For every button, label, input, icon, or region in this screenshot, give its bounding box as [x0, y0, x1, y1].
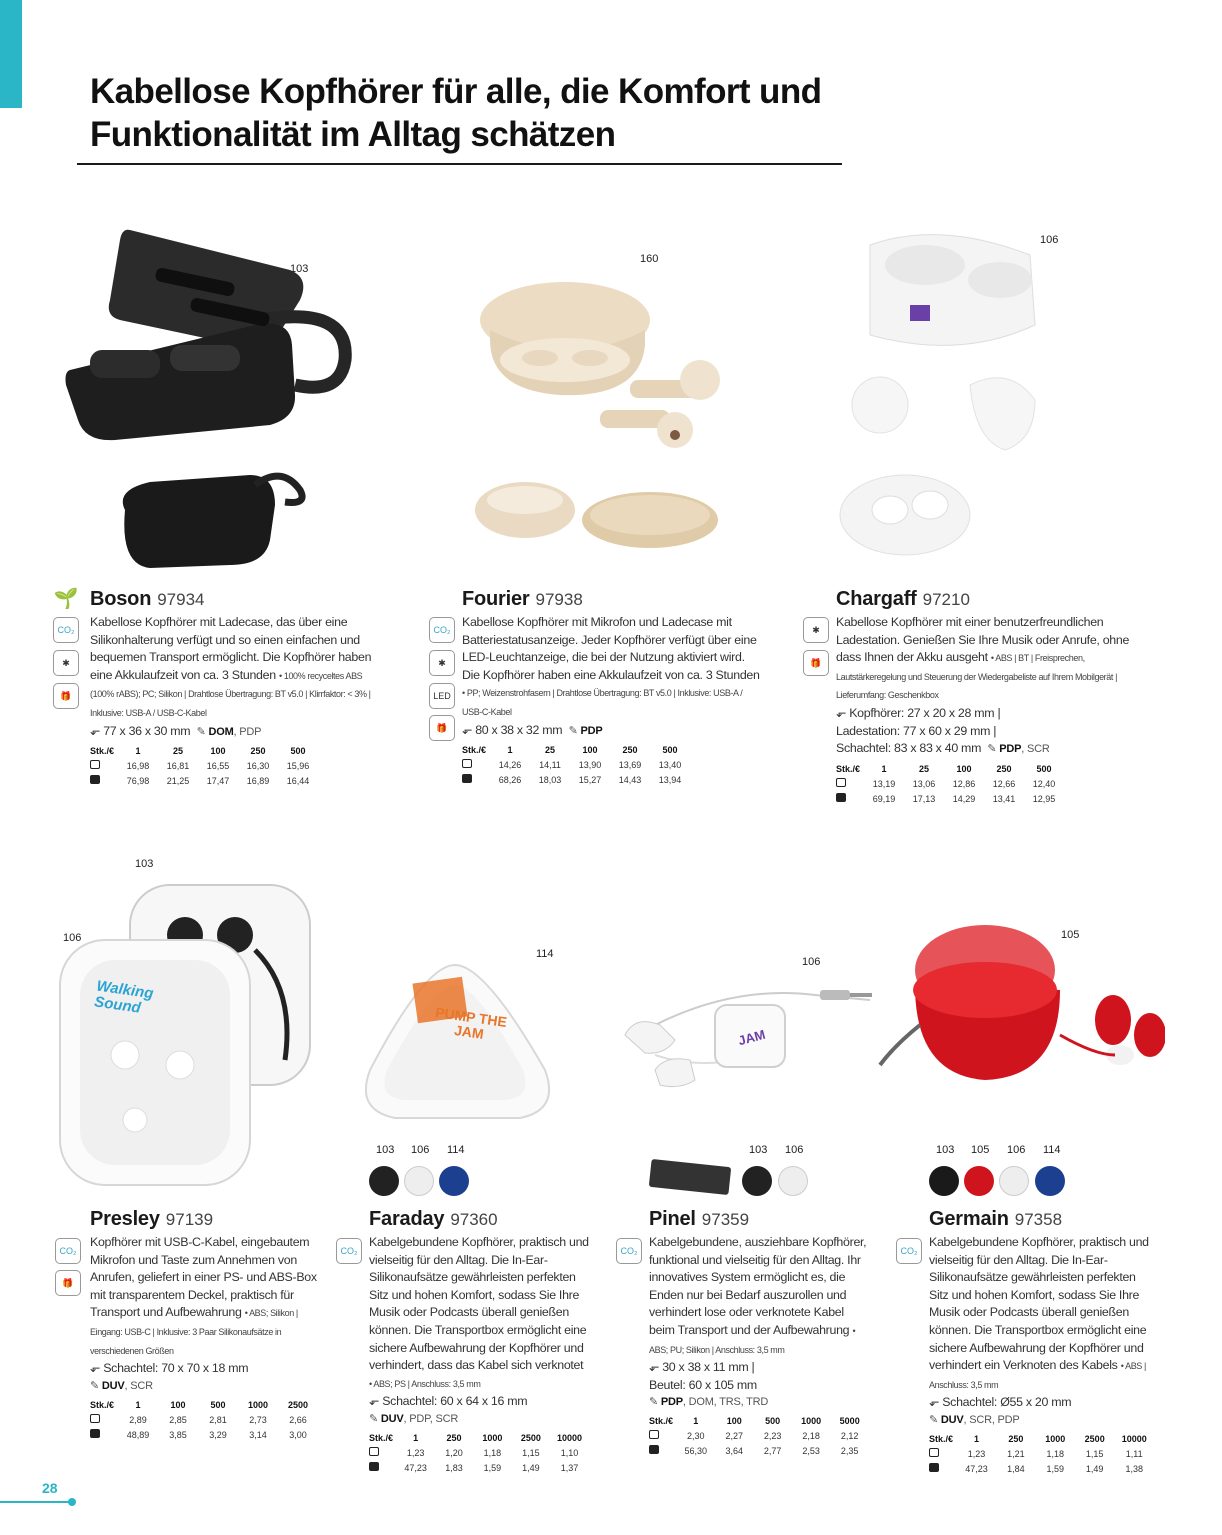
price-table-cell: 1,11 — [1125, 1448, 1143, 1459]
print-methods: ✎ DUV, PDP, SCR — [369, 1412, 459, 1425]
boson-image — [60, 220, 360, 580]
price-table-cell: 1,49 — [1085, 1463, 1104, 1474]
product-title — [369, 1207, 589, 1232]
price-table-cell: 3,14 — [249, 1429, 267, 1440]
price-table-header-cell: 250 — [996, 763, 1012, 774]
price-table-cell: 17,13 — [912, 793, 936, 804]
product-specs: • ABS | BT | Freisprechen, Lautstärkeregelung und Steuerung der Wiedergabeliste auf Ihrem Mobilgerät | Lieferumfang: Geschenkbox — [836, 653, 1118, 701]
price-table-header-cell: 5000 — [839, 1416, 860, 1427]
plain-icon — [929, 1448, 939, 1457]
price-table-cell — [462, 773, 490, 788]
faraday-image — [355, 960, 555, 1130]
plain-icon — [90, 1414, 100, 1423]
printed-icon — [462, 774, 472, 783]
color-swatch-white[interactable] — [999, 1166, 1029, 1196]
price-table-cell: 68,26 — [498, 775, 522, 786]
color-swatch-black[interactable] — [369, 1166, 399, 1196]
price-table-cell: 15,27 — [578, 775, 602, 786]
co2-icon: CO₂ — [53, 617, 79, 643]
product-title — [462, 587, 762, 612]
bluetooth-icon: ✱ — [429, 650, 455, 676]
price-table-header-cell: Stk./€ — [929, 1433, 954, 1444]
price-table-cell: 1,23 — [406, 1447, 425, 1458]
price-table — [90, 1398, 318, 1443]
price-table-cell: 12,86 — [952, 778, 976, 789]
product-name: Presley — [90, 1208, 160, 1230]
price-table-cell: 1,83 — [445, 1462, 463, 1473]
price-table-cell — [90, 1413, 118, 1428]
price-table-header-cell: 25 — [918, 763, 929, 774]
presley-image — [55, 870, 320, 1190]
price-table-cell: 1,15 — [522, 1447, 540, 1458]
product-description: Kabelgebundene, ausziehbare Kopfhörer, funktional und vielseitig für den Alltag. Ihr innovatives System ermöglicht es, die Enden nur bei Bedarf auszurollen und verhindert lose oder verknotete Kabel beim Transport und der Aufbewahrung • ABS; PU; Silikon | Anschluss: 3,5 mm — [649, 1235, 867, 1355]
plain-icon — [649, 1430, 659, 1439]
price-table-header-cell: Stk./€ — [462, 745, 487, 756]
price-table-cell: 14,43 — [618, 775, 642, 786]
price-table-cell — [369, 1461, 396, 1476]
swatch-label: 103 — [749, 1144, 768, 1156]
product-name: Faraday — [369, 1208, 445, 1230]
price-table — [649, 1414, 869, 1459]
color-swatch-white[interactable] — [404, 1166, 434, 1196]
price-table-cell: 3,29 — [209, 1429, 227, 1440]
price-table-cell: 16,98 — [126, 761, 150, 772]
color-swatch-red[interactable] — [964, 1166, 994, 1196]
price-table-header-cell: 1 — [881, 763, 887, 774]
plain-icon — [462, 759, 472, 768]
price-table — [836, 762, 1064, 807]
price-table-cell — [929, 1462, 957, 1477]
price-table-header-cell: 250 — [446, 1432, 462, 1443]
bluetooth-icon: ✱ — [803, 617, 829, 643]
price-table-cell: 1,59 — [483, 1462, 502, 1473]
price-table-cell: 47,23 — [404, 1462, 427, 1473]
price-table-cell: 12,66 — [992, 778, 1016, 789]
product-dimensions: ⬐ Schachtel: 70 x 70 x 18 mm — [90, 1361, 249, 1376]
price-table-cell: 13,69 — [618, 760, 642, 771]
product-title — [90, 1207, 330, 1232]
price-table-cell — [90, 759, 118, 774]
price-table-cell: 3,00 — [289, 1429, 307, 1440]
price-table-cell: 2,53 — [802, 1446, 820, 1457]
price-table-cell: 15,96 — [286, 761, 310, 772]
price-table-cell: 1,20 — [445, 1447, 463, 1458]
price-table-cell: 14,29 — [952, 793, 976, 804]
price-table-cell: 1,18 — [1046, 1448, 1065, 1459]
product-specs: • 100% recyceltes ABS (100% rABS); PC; Silikon | Drahtlose Übertragung: BT v5.0 | Klirrfaktor: < 3% | Inklusive: USB-A / USB-C-Kabel — [90, 670, 371, 718]
plain-icon — [369, 1447, 379, 1456]
color-swatch-white[interactable] — [778, 1166, 808, 1196]
faraday-logo-print: PUMP THE JAM — [434, 1004, 508, 1042]
product-dimensions-box: Schachtel: 83 x 83 x 40 mm ✎ PDP, SCR — [836, 741, 1050, 756]
printed-icon — [929, 1463, 939, 1472]
swatch-label: 106 — [1007, 1144, 1026, 1156]
price-table-cell: 13,06 — [912, 778, 936, 789]
price-table-header-cell: Stk./€ — [90, 1399, 115, 1410]
germain-image — [875, 915, 1165, 1105]
price-table-header-cell: 25 — [172, 746, 183, 757]
price-table-header-cell: Stk./€ — [90, 746, 115, 757]
presley-color-code-2: 106 — [63, 932, 82, 944]
product-germain — [929, 1207, 1154, 1477]
price-table-cell — [462, 758, 490, 773]
price-table-cell: 12,40 — [1032, 778, 1056, 789]
price-table-cell: 13,40 — [658, 760, 682, 771]
printed-icon — [836, 793, 846, 802]
product-title — [649, 1207, 869, 1232]
price-table-cell — [90, 1428, 118, 1443]
germain-color-code: 105 — [1061, 929, 1080, 941]
printed-icon — [90, 1429, 100, 1438]
price-table-header-cell: Stk./€ — [836, 763, 861, 774]
price-table-header-cell: 500 — [1036, 763, 1052, 774]
product-dimensions-pouch: Beutel: 60 x 105 mm — [649, 1377, 757, 1392]
price-table-header-cell: 250 — [250, 746, 266, 757]
price-table-cell — [836, 777, 864, 792]
product-specs: • ABS | Anschluss: 3,5 mm — [929, 1361, 1146, 1390]
page-number-dot — [68, 1498, 76, 1506]
price-table-header-cell: Stk./€ — [369, 1432, 394, 1443]
price-table-header-cell: 1 — [413, 1432, 419, 1443]
product-title — [90, 587, 385, 612]
price-table-cell: 1,49 — [522, 1462, 540, 1473]
product-specs: • ABS; Silikon | Eingang: USB-C | Inklusive: 3 Paar Silikonaufsätze in verschiedenen Größen — [90, 1308, 298, 1356]
color-swatch-black[interactable] — [929, 1166, 959, 1196]
printed-icon — [369, 1462, 379, 1471]
presley-logo-print: Walking Sound — [93, 977, 155, 1017]
heading-rule — [77, 163, 842, 165]
led-icon: LED — [429, 683, 455, 709]
swatch-label: 114 — [447, 1144, 465, 1156]
printed-icon — [649, 1445, 659, 1454]
price-table-cell: 13,41 — [992, 793, 1016, 804]
price-table-cell — [90, 774, 118, 789]
price-table-cell: 2,27 — [725, 1431, 744, 1442]
swatch-label: 106 — [411, 1144, 430, 1156]
price-table-cell: 2,30 — [686, 1431, 705, 1442]
price-table-header-cell: 1000 — [1045, 1433, 1066, 1444]
product-name: Fourier — [462, 588, 530, 610]
product-title — [929, 1207, 1154, 1232]
gift-box-icon: 🎁 — [803, 650, 829, 676]
print-methods: ✎ PDP, SCR — [987, 743, 1050, 756]
price-table-cell: 12,95 — [1032, 793, 1056, 804]
price-table-header-cell: 1 — [135, 746, 141, 757]
price-table-cell: 16,44 — [286, 776, 310, 787]
pinel-color-code: 106 — [802, 956, 821, 968]
price-table-header-cell: 100 — [956, 763, 972, 774]
gift-box-icon: 🎁 — [55, 1270, 81, 1296]
fourier-color-code: 160 — [640, 253, 659, 265]
plain-icon — [90, 760, 100, 769]
price-table-cell: 3,64 — [725, 1446, 744, 1457]
product-description: Kabelgebundene Kopfhörer, praktisch und vielseitig für den Alltag. Die In-Ear-Silikonaufsätze gewährleisten perfekten Sitz und hohen Komfort, sodass Sie Ihre Musik oder Podcasts überall genießen können. Die Transportbox ermöglicht eine sichere Aufbewahrung der Kopfhörer und verhindert, dass das Kabel sich verknotet • ABS; PS | Anschluss: 3,5 mm — [369, 1235, 589, 1389]
price-table-header-cell: 1 — [507, 745, 513, 756]
price-table-cell: 1,38 — [1125, 1463, 1143, 1474]
price-table-header-cell: 1 — [135, 1399, 141, 1410]
product-specs: • ABS; PU; Silikon | Anschluss: 3,5 mm — [649, 1325, 856, 1355]
price-table-header-cell: 500 — [210, 1399, 226, 1410]
product-dimensions: ⬐ Schachtel: Ø55 x 20 mm — [929, 1395, 1072, 1410]
product-dimensions: ⬐ 30 x 38 x 11 mm | — [649, 1360, 755, 1375]
co2-icon: CO₂ — [336, 1238, 362, 1264]
swatch-label: 114 — [1043, 1144, 1061, 1156]
product-title — [836, 587, 1136, 612]
price-table-header-cell: 100 — [582, 745, 598, 756]
product-dimensions: ⬐ 80 x 38 x 32 mm ✎ PDP — [462, 722, 603, 737]
color-swatch-blue[interactable] — [1035, 1166, 1065, 1196]
product-specs: • ABS; PS | Anschluss: 3,5 mm — [369, 1378, 481, 1389]
print-methods: ✎ PDP — [568, 724, 603, 737]
price-table-cell: 13,19 — [872, 778, 896, 789]
price-table-header-cell: 10000 — [1121, 1433, 1147, 1444]
boson-color-code: 103 — [290, 263, 309, 275]
price-table-cell: 2,12 — [840, 1431, 859, 1442]
price-table-cell: 21,25 — [166, 776, 190, 787]
price-table-cell: 2,85 — [169, 1414, 187, 1425]
page-number-line — [0, 1501, 70, 1503]
price-table-header-cell: 1 — [693, 1416, 699, 1427]
price-table — [369, 1431, 589, 1476]
printed-icon — [90, 775, 100, 784]
price-table-cell: 14,26 — [498, 760, 522, 771]
product-code: 97210 — [922, 590, 970, 609]
price-table-cell: 3,85 — [169, 1429, 187, 1440]
co2-icon: CO₂ — [616, 1238, 642, 1264]
product-specs: • PP; Weizenstrohfasern | Drahtlose Übertragung: BT v5.0 | Inklusive: USB-A / USB-C-Kabel — [462, 688, 743, 717]
price-table-header-cell: 250 — [1008, 1433, 1024, 1444]
print-methods: ✎ DOM, PDP — [196, 725, 262, 738]
price-table-cell: 1,84 — [1007, 1463, 1025, 1474]
product-name: Chargaff — [836, 588, 917, 610]
price-table-header-cell: 2500 — [1084, 1433, 1105, 1444]
price-table-header-cell: 100 — [210, 746, 226, 757]
co2-icon: CO₂ — [429, 617, 455, 643]
price-table-cell: 2,73 — [249, 1414, 267, 1425]
price-table-header-cell: 100 — [726, 1416, 742, 1427]
product-code: 97938 — [535, 590, 583, 609]
price-table-cell: 69,19 — [872, 793, 896, 804]
product-description: Kopfhörer mit USB-C-Kabel, eingebautem Mikrofon und Taste zum Annehmen von Anrufen, geliefert in einer PS- und ABS-Box mit transparentem Deckel, praktisch für Transport und Aufbewahrung • ABS; Silikon | Eingang: USB-C | Inklusive: 3 Paar Silikonaufsätze in verschiedenen Größen — [90, 1235, 317, 1356]
product-dimensions: ⬐ Kopfhörer: 27 x 20 x 28 mm | — [836, 705, 1001, 720]
bluetooth-icon: ✱ — [53, 650, 79, 676]
price-table-header-cell: 500 — [290, 746, 306, 757]
price-table-cell: 16,55 — [206, 761, 230, 772]
price-table-cell: 1,10 — [560, 1447, 579, 1458]
faraday-color-code: 114 — [536, 948, 554, 960]
price-table-cell — [649, 1429, 676, 1444]
price-table-cell: 1,15 — [1085, 1448, 1104, 1459]
product-code: 97360 — [450, 1210, 498, 1229]
swatch-label: 103 — [376, 1144, 395, 1156]
presley-color-code-1: 103 — [135, 858, 154, 870]
price-table-cell: 76,98 — [126, 776, 150, 787]
price-table-cell: 16,30 — [246, 761, 270, 772]
price-table-cell: 1,18 — [483, 1447, 502, 1458]
price-table-cell — [836, 792, 864, 807]
price-table-header-cell: 500 — [765, 1416, 781, 1427]
eco-plant-icon: 🌱 — [53, 585, 79, 611]
price-table-header-cell: 1000 — [482, 1432, 503, 1443]
price-table-cell: 1,23 — [967, 1448, 986, 1459]
co2-icon: CO₂ — [896, 1238, 922, 1264]
gift-box-icon: 🎁 — [53, 683, 79, 709]
print-methods: ✎ DUV, SCR, PDP — [929, 1413, 1020, 1426]
chargaff-image — [830, 225, 1050, 575]
price-table-cell: 2,89 — [129, 1414, 147, 1425]
price-table-header-cell: 25 — [544, 745, 555, 756]
print-methods: ✎ DUV, SCR — [90, 1379, 153, 1392]
product-code: 97934 — [157, 590, 205, 609]
price-table-header-cell: 1 — [973, 1433, 979, 1444]
pouch-image — [649, 1159, 731, 1195]
product-dimensions-station: Ladestation: 77 x 60 x 29 mm | — [836, 723, 997, 738]
price-table-cell: 1,59 — [1046, 1463, 1065, 1474]
product-boson — [90, 587, 385, 789]
price-table-cell: 16,81 — [166, 761, 190, 772]
price-table-header-cell: 10000 — [557, 1432, 583, 1443]
price-table-cell: 14,11 — [539, 760, 561, 771]
price-table-header-cell: 1000 — [801, 1416, 822, 1427]
product-fourier — [462, 587, 762, 788]
swatch-label: 106 — [785, 1144, 804, 1156]
price-table-cell: 48,89 — [126, 1429, 150, 1440]
pinel-logo-print: JAM — [736, 1026, 767, 1049]
product-description: Kabellose Kopfhörer mit Ladecase, das über eine Silikonhalterung verfügt und so einen einfachen und bequemen Transport ermöglicht. Die Kopfhörer haben eine Akkulaufzeit von ca. 3 Stunden • 100% recyceltes ABS (100% rABS); PC; Silikon | Drahtlose Übertragung: BT v5.0 | Klirrfaktor: < 3% | Inklusive: USB-A / USB-C-Kabel — [90, 615, 372, 718]
price-table-header-cell: 2500 — [520, 1432, 541, 1443]
page-number: 28 — [42, 1480, 58, 1496]
product-code: 97359 — [701, 1210, 750, 1229]
price-table-cell: 17,47 — [206, 776, 230, 787]
price-table-cell: 56,30 — [684, 1446, 707, 1457]
product-code: 97139 — [165, 1210, 214, 1229]
price-table-cell: 1,21 — [1007, 1448, 1025, 1459]
price-table-cell — [929, 1447, 957, 1462]
price-table-cell: 2,18 — [802, 1431, 820, 1442]
price-table-cell — [369, 1446, 396, 1461]
price-table-cell: 2,66 — [289, 1414, 307, 1425]
fourier-image — [470, 270, 750, 580]
product-faraday — [369, 1207, 589, 1476]
chargaff-color-code: 106 — [1040, 234, 1059, 246]
price-table-cell: 18,03 — [538, 775, 562, 786]
print-methods: ✎ PDP, DOM, TRS, TRD — [649, 1396, 769, 1409]
product-description: Kabellose Kopfhörer mit Mikrofon und Ladecase mit Batteriestatusanzeige. Jeder Kopfhörer verfügt über eine LED-Leuchtanzeige, die bei der Nutzung aktiviert wird. Die Kopfhörer haben eine Akkulaufzeit von ca. 3 Stunden • PP; Weizenstrohfasern | Drahtlose Übertragung: BT v5.0 | Inklusive: USB-A / USB-C-Kabel — [462, 615, 760, 717]
color-swatch-blue[interactable] — [439, 1166, 469, 1196]
price-table-cell: 13,90 — [578, 760, 602, 771]
product-dimensions: ⬐ Schachtel: 60 x 64 x 16 mm — [369, 1394, 528, 1409]
price-table-cell — [649, 1444, 676, 1459]
price-table-cell: 13,94 — [658, 775, 682, 786]
price-table-cell: 2,23 — [763, 1431, 782, 1442]
price-table-header-cell: 100 — [170, 1399, 186, 1410]
price-table-cell: 2,35 — [840, 1446, 859, 1457]
price-table-cell: 47,23 — [965, 1463, 988, 1474]
product-description: Kabellose Kopfhörer mit einer benutzerfreundlichen Ladestation. Genießen Sie Ihre Musik oder Anrufe, ohne dass Ihnen der Akku ausgeht • ABS | BT | Freisprechen, Lautstärkeregelung und Steuerung der Wiedergabeliste auf Ihrem Mobilgerät | Lieferumfang: Geschenkbox — [836, 615, 1130, 701]
product-code: 97358 — [1014, 1210, 1063, 1229]
product-pinel — [649, 1207, 869, 1459]
price-table-header-cell: 1000 — [247, 1399, 269, 1410]
price-table-header-cell: Stk./€ — [649, 1416, 674, 1427]
section-tab — [0, 0, 22, 108]
gift-box-icon: 🎁 — [429, 715, 455, 741]
product-name: Boson — [90, 588, 152, 610]
price-table-header-cell: 500 — [662, 745, 678, 756]
price-table-cell: 1,37 — [560, 1462, 579, 1473]
price-table-cell: 16,89 — [246, 776, 270, 787]
color-swatch-black[interactable] — [742, 1166, 772, 1196]
product-description: Kabelgebundene Kopfhörer, praktisch und vielseitig für den Alltag. Die In-Ear-Silikonaufsätze gewährleisten perfekten Sitz und hohen Komfort, sodass Sie Ihre Musik oder Podcasts überall genießen können. Die Transportbox ermöglicht eine sichere Aufbewahrung der Kopfhörer und verhindert ein Verknoten des Kabels • ABS | Anschluss: 3,5 mm — [929, 1235, 1149, 1390]
price-table-header-cell: 2500 — [287, 1399, 309, 1410]
price-table — [929, 1432, 1154, 1477]
price-table-header-cell: 250 — [622, 745, 638, 756]
product-dimensions: ⬐ 77 x 36 x 30 mm ✎ DOM, PDP — [90, 723, 262, 738]
product-chargaff — [836, 587, 1136, 807]
swatch-label: 105 — [971, 1144, 990, 1156]
price-table — [462, 743, 690, 788]
product-name: Pinel — [649, 1208, 696, 1230]
page-heading: Kabellose Kopfhörer für alle, die Komfort und Funktionalität im Alltag schätzen — [90, 72, 822, 154]
product-name: Germain — [929, 1208, 1009, 1230]
co2-icon: CO₂ — [55, 1238, 81, 1264]
price-table — [90, 744, 318, 789]
price-table-cell: 2,81 — [209, 1414, 227, 1425]
product-presley — [90, 1207, 330, 1443]
price-table-cell: 2,77 — [763, 1446, 782, 1457]
swatch-label: 103 — [936, 1144, 955, 1156]
plain-icon — [836, 778, 846, 787]
